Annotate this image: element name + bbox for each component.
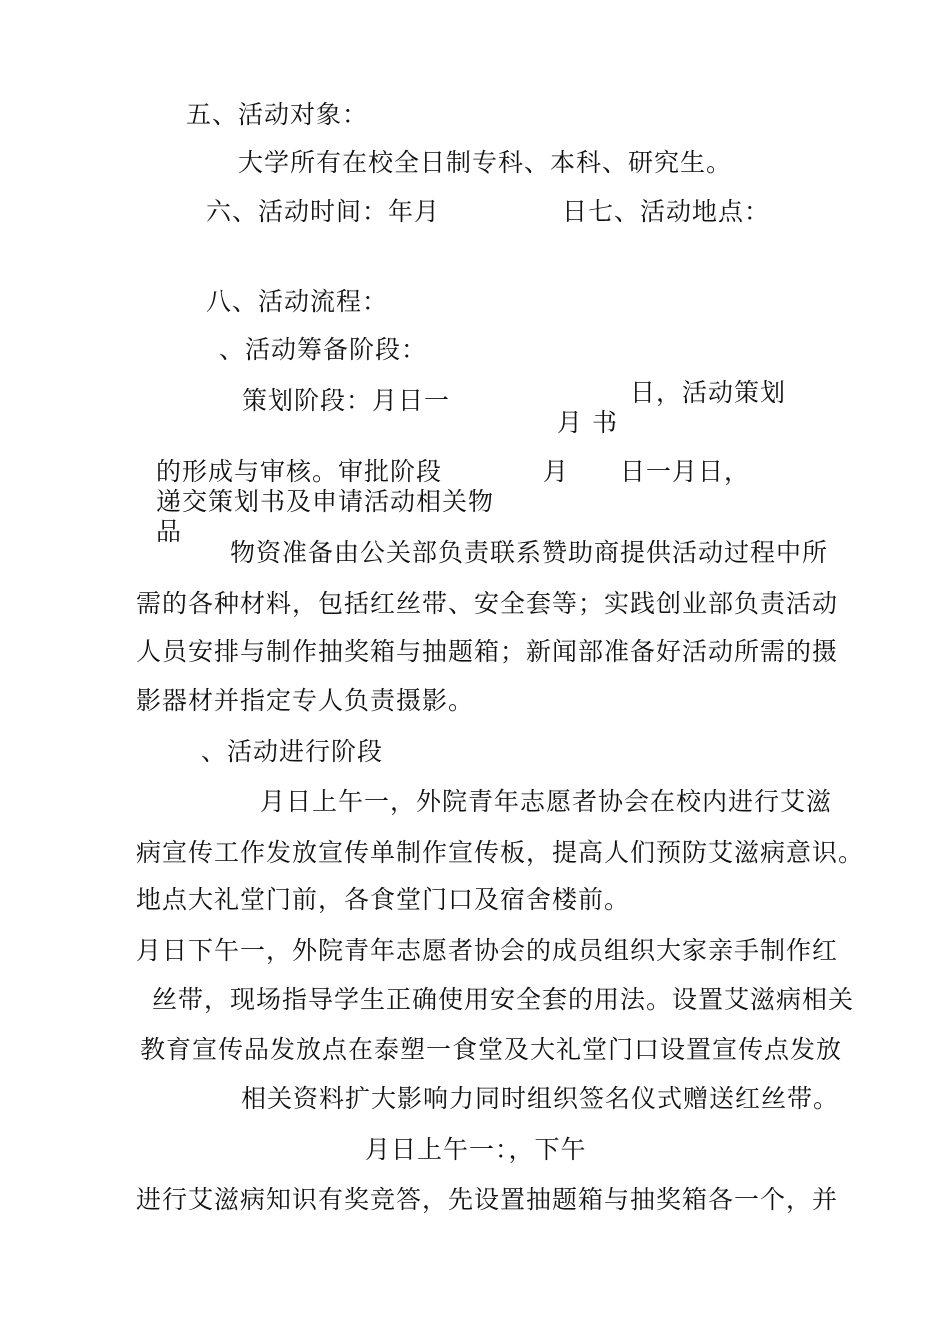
text-fragment: 的形成与审核。审批阶段 [156, 457, 443, 486]
text-line: 进行艾滋病知识有奖竞答，先设置抽题箱与抽奖箱各一个，并 [136, 1185, 839, 1214]
section-heading-activity-location: 日七、活动地点： [562, 197, 771, 226]
text-fragment: 月 书 [557, 408, 618, 437]
text-line: 大学所有在校全日制专科、本科、研究生。 [238, 148, 733, 177]
text-line: 教育宣传品发放点在泰塑一食堂及大礼堂门口设置宣传点发放 [140, 1035, 843, 1064]
text-line: 月日上午一，外院青年志愿者协会在校内进行艾滋 [260, 787, 833, 816]
text-line: 人员安排与制作抽奖箱与抽题箱；新闻部准备好活动所需的摄 [136, 637, 839, 666]
text-line: 影器材并指定专人负责摄影。 [136, 686, 475, 715]
text-line: 地点大礼堂门前，各食堂门口及宿舍楼前。 [136, 885, 631, 914]
text-fragment: 策划阶段：月日一 [242, 386, 451, 415]
section-heading-activity-target: 五、活动对象： [186, 100, 369, 129]
text-line: 需的各种材料，包括红丝带、安全套等；实践创业部负责活动 [136, 589, 839, 618]
subsection-heading-execution: 、活动进行阶段 [201, 737, 384, 766]
text-line: 物资准备由公关部负责联系赞助商提供活动过程中所 [230, 538, 829, 567]
text-line: 病宣传工作发放宣传单制作宣传板，提高人们预防艾滋病意识。 [136, 838, 865, 867]
text-fragment: 月 [543, 457, 570, 486]
text-line: 月日下午一，外院青年志愿者协会的成员组织大家亲手制作红 [136, 936, 839, 965]
text-fragment-cut: 品 [156, 517, 183, 546]
section-heading-activity-time: 六、活动时间：年月 [206, 197, 441, 226]
text-line: 月日上午一：，下午 [365, 1135, 587, 1164]
text-line: 相关资料扩大影响力同时组织签名仪式赠送红丝带。 [241, 1084, 840, 1113]
subsection-heading-preparation: 、活动筹备阶段： [219, 335, 428, 364]
text-fragment: 日一月日， [620, 457, 751, 486]
text-fragment: 日，活动策划 [630, 378, 787, 407]
text-fragment: 递交策划书及申请活动相关物 [156, 487, 495, 516]
text-line: 丝带，现场指导学生正确使用安全套的用法。设置艾滋病相关 [152, 985, 855, 1014]
section-heading-activity-process: 八、活动流程： [206, 287, 389, 316]
